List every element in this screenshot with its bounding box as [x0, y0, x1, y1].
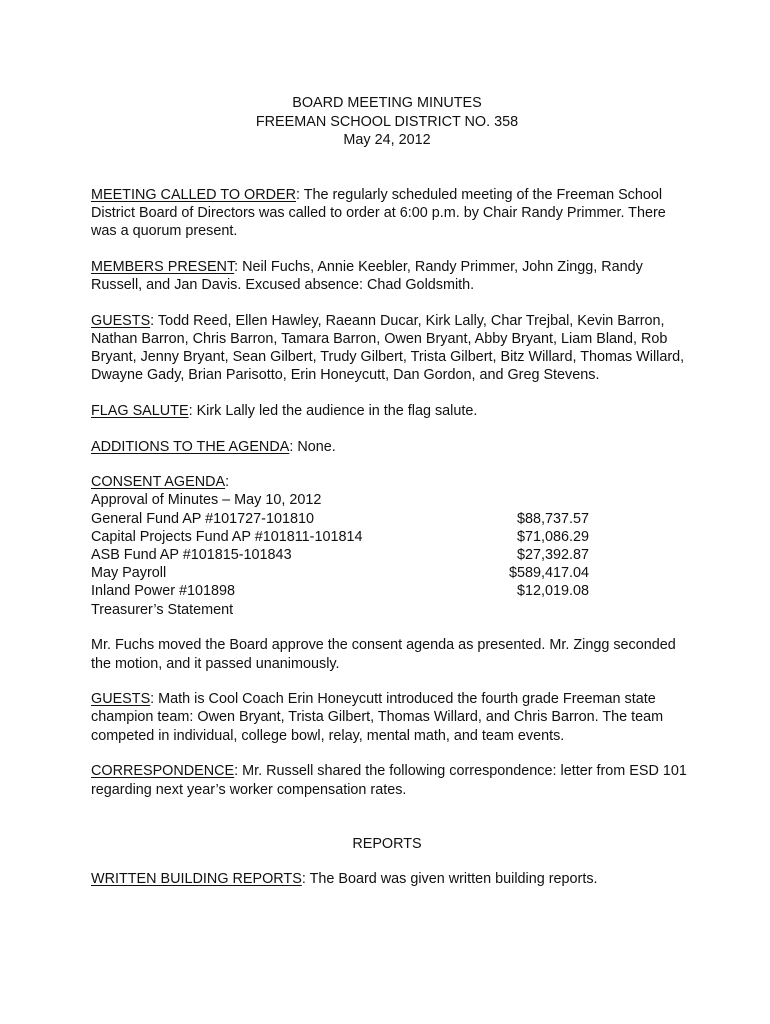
consent-item-amount: $71,086.29 — [516, 528, 589, 545]
consent-item-label: Treasurer’s Statement — [91, 601, 234, 618]
members-present-text: : Neil Fuchs, Annie Keebler, Randy Primmer, John Zingg, Randy Russell, and Jan Davis. Excused absence: Chad Goldsmith. — [91, 258, 643, 293]
correspondence-text: : Mr. Russell shared the following correspondence: letter from ESD 101 regarding next year’s worker compensation rates. — [91, 763, 687, 798]
correspondence-label: CORRESPONDENCE — [91, 763, 235, 780]
written-reports-label: WRITTEN BUILDING REPORTS — [91, 871, 302, 888]
members-present-paragraph — [91, 258, 691, 294]
consent-item-label: Inland Power #101898 — [91, 583, 236, 600]
consent-motion-paragraph: Mr. Fuchs moved the Board approve the consent agenda as presented. Mr. Zingg seconded the motion, and it passed unanimously. — [91, 637, 676, 672]
consent-item-amount: $88,737.57 — [516, 510, 589, 527]
document-page — [91, 94, 691, 889]
consent-item — [91, 601, 589, 619]
consent-item-amount: $12,019.08 — [516, 583, 589, 600]
flag-salute-label: FLAG SALUTE — [91, 402, 189, 419]
flag-salute-paragraph — [91, 402, 691, 420]
meeting-called-text: : The regularly scheduled meeting of the Freeman School District Board of Directors was called to order at 6:00 p.m. by Chair Randy Primmer. There was a quorum present. — [91, 186, 666, 239]
meeting-called-paragraph — [91, 186, 691, 241]
document-header — [83, 94, 691, 150]
flag-salute-text: : Kirk Lally led the audience in the flag salute. — [188, 402, 478, 419]
additions-label: ADDITIONS TO THE AGENDA — [91, 438, 290, 455]
written-reports-text: : The Board was given written building reports. — [301, 871, 598, 888]
consent-item-label: ASB Fund AP #101815-101843 — [91, 547, 292, 564]
consent-item — [91, 510, 589, 528]
correspondence-paragraph — [91, 762, 691, 798]
consent-item — [91, 546, 589, 564]
reports-heading: REPORTS — [352, 835, 422, 852]
consent-item — [91, 582, 589, 600]
header-date: May 24, 2012 — [343, 132, 431, 148]
consent-item — [91, 528, 589, 546]
consent-item-label: Approval of Minutes – May 10, 2012 — [91, 492, 322, 509]
guests-math-label: GUESTS — [91, 691, 151, 708]
consent-agenda-label: CONSENT AGENDA — [91, 474, 226, 491]
meeting-called-label: MEETING CALLED TO ORDER — [91, 186, 296, 203]
header-district: FREEMAN SCHOOL DISTRICT NO. 358 — [255, 113, 519, 130]
consent-item-amount — [469, 491, 589, 509]
consent-agenda-suffix: : — [225, 474, 230, 491]
additions-paragraph — [91, 438, 691, 456]
consent-item-label: Capital Projects Fund AP #101811-101814 — [91, 528, 363, 545]
consent-item-amount: $27,392.87 — [516, 547, 589, 564]
guests-paragraph — [91, 312, 691, 385]
written-reports-paragraph — [91, 870, 691, 888]
consent-item-amount: $589,417.04 — [508, 565, 589, 582]
additions-text: : None. — [289, 438, 336, 455]
consent-item — [91, 491, 589, 509]
consent-item-label: General Fund AP #101727-101810 — [91, 510, 314, 527]
guests-math-paragraph — [91, 690, 691, 745]
consent-agenda-block — [91, 473, 691, 619]
consent-item-amount — [469, 601, 589, 619]
consent-item — [91, 564, 589, 582]
guests-label: GUESTS — [91, 312, 151, 329]
guests-math-text: : Math is Cool Coach Erin Honeycutt introduced the fourth grade Freeman state champion team: Owen Bryant, Trista Gilbert, Thomas Willard, and Chris Barron. The team competed in individual, college bowl, relay, mental math, and team events. — [91, 691, 664, 744]
guests-text: : Todd Reed, Ellen Hawley, Raeann Ducar, Kirk Lally, Char Trejbal, Kevin Barron, Nathan Barron, Chris Barron, Tamara Barron, Owen Bryant, Abby Bryant, Liam Bland, Rob Bryant, Jenny Bryant, Sean Gilbert, Trudy Gilbert, Trista Gilbert, Bitz Willard, Thomas Willard, Dwayne Gady, Brian Parisotto, Erin Honeycutt, Dan Gordon, and Greg Stevens. — [91, 312, 685, 384]
consent-item-label: May Payroll — [91, 565, 167, 582]
members-present-label: MEMBERS PRESENT — [91, 258, 235, 275]
header-title: BOARD MEETING MINUTES — [292, 95, 482, 111]
